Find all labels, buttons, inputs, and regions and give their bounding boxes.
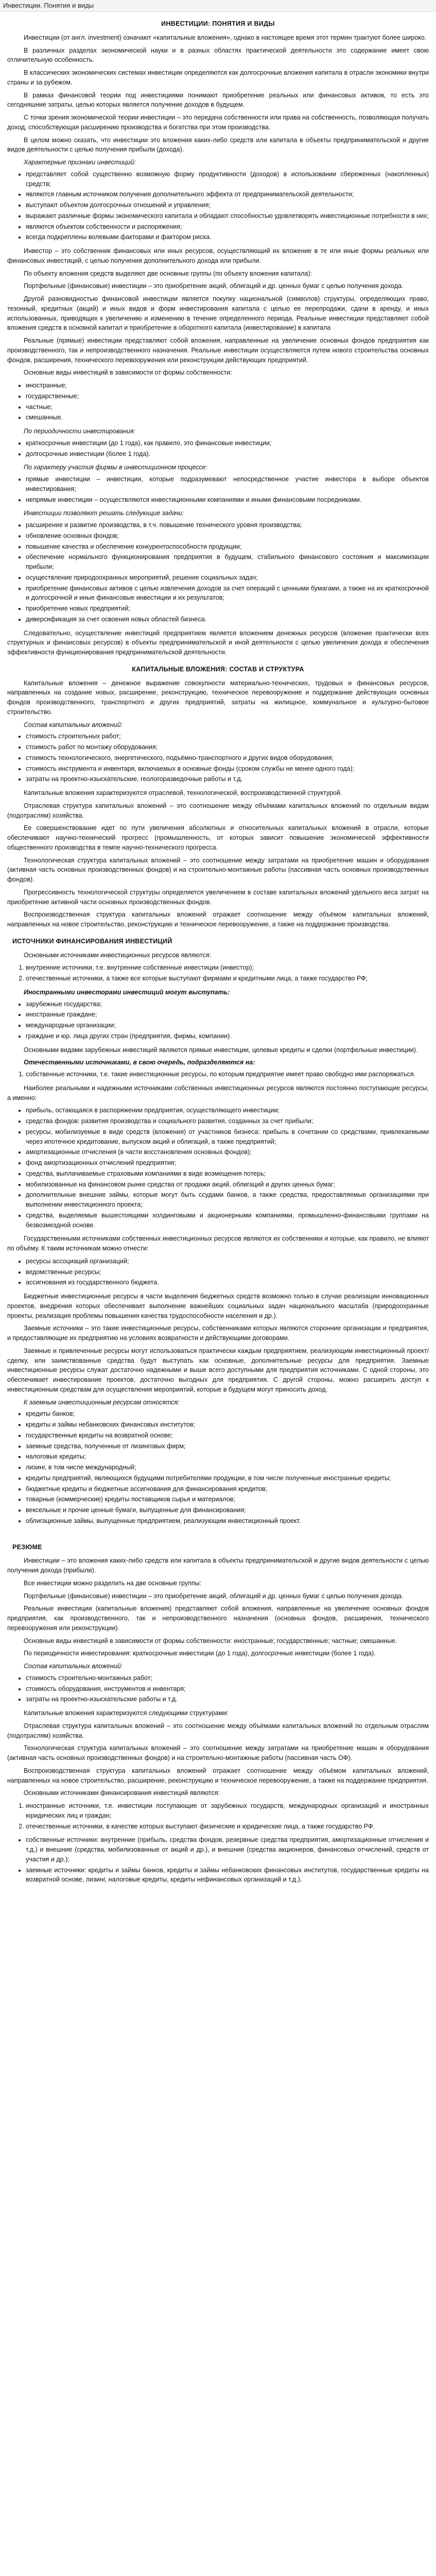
paragraph: Основные виды инвестиций в зависимости от формы собственности: [24,369,232,377]
list-item: 1. собственные источники, т.е. такие инвестиционные ресурсы, по которым предприятие имеет право свободно ими распоряжаться. [26,1070,429,1079]
paragraph: По объекту вложения средств выделяют две основные группы (по объекту вложения капитала): [24,269,312,277]
list-item: • являются объектом собственности и распоряжения; [26,222,429,232]
list-item: • прибыль, остающаяся в распоряжении предприятия, осуществляющего инвестиции; [26,1106,429,1115]
list-item: • граждане и юр. лица других стран (предприятия, фирмы, компании). [26,1031,429,1041]
section-heading-capital: КАПИТАЛЬНЫЕ ВЛОЖЕНИЯ: СОСТАВ И СТРУКТУРА [132,665,304,673]
paragraph: Другой разновидностью финансовой инвестиции является покупку национальной (символов) структуры, определяющих право, тезонный, кредитных (акций) и иных видов и форм инвестирования капитала с целью ее перепродажи, сдачи в аренду, и иных использованных, приводящих к увеличению и изменению в течение определенного периода. Реальные инвестиции представляют собой вложения средств в основной капитал и приобретение в оборотного капитала (инвестирование) в капитала [7,295,429,332]
owners-list [7,381,429,422]
investors-list [7,999,429,1041]
list-item: • мобилизованные на финансовом рынке средства от продажи акций, облигаций и других ценных бумаг; [26,1180,429,1190]
list-label: Характерные признаки инвестиций: [24,159,136,166]
list-item: • стоимость строительно-монтажных работ; [26,1673,429,1683]
paragraph: Основными видами зарубежных инвестиций являются прямые инвестиции, целевые кредиты и сделки (портфельные инвестиции). [24,1046,418,1054]
page-header-title: Инвестиции. Понятия и виды [0,0,436,12]
section-heading-sources: ИСТОЧНИКИ ФИНАНСИРОВАНИЯ ИНВЕСТИЦИЙ [12,937,172,945]
list-item: • кредиты и займы небанковских финансовых институтов; [26,1420,429,1430]
list-item: • осуществление природоохранных мероприятий, решение социальных задач; [26,573,429,583]
list-item: • амортизационные отчисления (в части восстановления основных фондов); [26,1147,429,1157]
list-item: • непрямые инвестиции – осуществляются инвестиционными компаниями и иными финансовыми посредниками. [26,495,429,505]
list-item: • повышение качества и обеспечение конкурентоспособности продукции; [26,542,429,552]
list-label: По характеру участия фирмы в инвестиционном процессе: [24,464,207,471]
list-label: Отечественными источниками, в свою очередь, подразделяются на: [24,1059,255,1066]
list-item: 2. отечественные источники, а также все которые выступают фирмами и кредитными лица, а также государство РФ; [26,974,429,984]
list-item: • вексельные и прочие ценные бумаги, выпущенные для финансирования; [26,1505,429,1515]
list-item: • стоимость технологического, энергетического, подъёмно-транспортного и других видов оборудования; [26,753,429,763]
list-item: • расширение и развитие производства, в т.ч. повышение технического уровня производства; [26,520,429,530]
features-list [7,170,429,242]
summary-sources-sub-list [7,1835,429,1885]
list-item: • обновление основных фондов; [26,531,429,541]
list-item: • ресурсы, мобилизуемые в виде средств (вложения) от участников бизнеса: прибыль в сочетании со средствами, привлекаемыми через ипотечное кредитование, выпуском акций и облигаций, а также предприятий; [26,1127,429,1147]
list-label: Состав капитальных вложений: [24,1663,123,1670]
paragraph: Портфельные (финансовые) инвестиции – это приобретение акций, облигаций и др. ценных бумаг с целью получения дохода. [24,1592,404,1600]
tasks-list [7,520,429,624]
paragraph: Воспроизводственная структура капитальных вложений отражает соотношение между объёмом капитальных вложений, направленных на новое строительство, реконструкцию и техническое перевооружение, а также на поддержание производства. [7,911,429,928]
list-item: • налоговые кредиты; [26,1452,429,1462]
list-item: • стоимость оборудования, инструментов и инвентаря; [26,1684,429,1694]
list-item: • прямые инвестиции – инвестиции, которые подразумевают непосредственное участие инвестора в выборе объектов инвестирования; [26,474,429,494]
list-item: • кредиты предприятий, являющихся будущими потребителями продукции, в том числе полученные иностранные кредиты; [26,1473,429,1483]
paragraph: Воспроизводственная структура капитальных вложений отражает соотношение между объёмом капитальных вложений, направленных на новое строительство, расширение, реконструкцию и техническое перевооружение, а также на поддержание предприятия. [7,1767,429,1784]
list-item: • всегда подкреплены волевыми факторами и фактором риска. [26,232,429,242]
list-item: 1. иностранные источники, т.е. инвестиции поступающие от зарубежных государств, международных организаций и иностранных юридических лиц и граждан; [26,1801,429,1821]
paragraph: Бюджетные инвестиционные ресурсы в части выделения бюджетных средств возможно только в случае реализации инновационных проектов, внедрения которых обеспечивает выполнение важнейших социальных задач национального масштаба (природоохранные проекты, реализация проблемы повышения качества трудоспособности населения и др.). [7,1293,429,1319]
list-item: • затраты на проектно-изыскательские работы и т.д. [26,1694,429,1704]
paragraph: Инвестиции (от англ. investment) означают «капитальные вложения», однако в настоящее время этот термин трактуют более широко. [24,33,427,41]
list-item: • фонд амортизационных отчислений предприятия; [26,1158,429,1168]
list-item: • средства, выделяемые вышестоящими холдинговыми и акционерными компаниями, промышленно-финансовыми группами на безвозмездной основе. [26,1211,429,1230]
char-list [7,474,429,504]
paragraph: Технологическая структура капитальных вложений – это соотношение между затратами на приобретение машин и оборудования (активная часть основных производственных фондов) и на строительно-монтажные работы (пассивная часть основных производственных фондов). [7,856,429,883]
paragraph: Основными источниками инвестиционных ресурсов являются: [24,951,211,959]
paragraph: Основными источниками финансирования инвестиций являются: [24,1789,220,1797]
article-content [0,19,436,1885]
list-item: • обеспечение нормального функционирования предприятия в будущем, стабильного финансового состояния и максимизации прибыли; [26,552,429,572]
list-item: • стоимость инструмента и инвентаря, включаемых в основные фонды (сроком службы не менее одного года); [26,764,429,774]
list-item: • частные; [26,402,429,412]
list-item: • средства, выплачиваемые страховыми компаниями в виде возмещения потерь; [26,1169,429,1179]
list-item: • ресурсы ассоциаций организаций; [26,1257,429,1266]
list-item: • государственные кредиты на возвратной основе; [26,1431,429,1440]
list-item: • приобретение новых предприятий; [26,604,429,614]
list-item: • затраты на проектно-изыскательские, геологоразведочные работы и т.д. [26,774,429,784]
list-item: • ассигнования из государственного бюджета. [26,1278,429,1287]
paragraph: В рамках финансовой теории под инвестициями понимают приобретение реальных или финансовых активов, то есть это сегодняшние затраты, целью которых является получение доходов в будущем. [7,91,429,109]
list-label: Состав капитальных вложений: [24,721,123,728]
composition-list [7,732,429,784]
domestic-items-list [7,1106,429,1230]
list-label: Иностранными инвесторами инвестиций могут выступать: [24,988,230,996]
paragraph: Все инвестиции можно разделить на две основные группы: [24,1579,202,1587]
list-item: • бюджетные кредиты и бюджетные ассигнования для финансирования кредитов; [26,1484,429,1494]
terms-list [7,438,429,459]
paragraph: Прогрессивность технологической структуры определяется увеличением в составе капитальных вложений удельного веса затрат на приобретение активной части основных производственных фондов. [7,888,429,906]
summary-composition-list [7,1673,429,1704]
paragraph: В целом можно сказать, что инвестиции это вложения каких-либо средств или капитала в объекты предпринимательской и другие видов деятельности с целью получения прибыли (дохода). [7,136,429,154]
paragraph: Государственными источниками собственных инвестиционных ресурсов являются их собственники и которые, как правило, не влияют по объёму. К таким источникам можно отнести: [7,1235,429,1252]
list-label: К заемным инвестиционным ресурсам относятся: [24,1398,180,1406]
list-item: • стоимость работ по монтажу оборудования; [26,742,429,752]
list-item: • являются главным источником получения дополнительного эффекта от предпринимательской деятельности; [26,190,429,199]
summary-sources-list [7,1801,429,1831]
paragraph: Капитальные вложения – денежное выражение совокупности материально-технических, трудовых и финансовых ресурсов, направленных на создание новых, расширение, реконструкцию, техническое перевооружение и поддержание действующих основных фондов производственного, транспортного и других предприятий, затраты на жилищное, коммунальное и культурно-бытовое строительство. [7,679,429,716]
paragraph: Реальные (прямые) инвестиции представляют собой вложения, направленные на увеличение основных фондов предприятия как производственного, так и непроизводственного назначения. Реальные инвестиции осуществляются путем нового строительства основных фондов, расширения, технического перевооружения или реконструкции действующих предприятий. [7,337,429,364]
list-item: • иностранные; [26,381,429,391]
list-item: • диверсификация за счет освоения новых областей бизнеса. [26,615,429,624]
paragraph: Отраслевая структура капитальных вложений – это соотношение между объёмами капитальных вложений по отдельным видам (подотраслям) хозяйства. [7,802,429,819]
paragraph: Реальные инвестиции (капитальные вложения) представляют собой вложения, направленные на увеличение основных фондов предприятия, как производственного, так и непроизводственного назначения (основных фондов, расширения, технического перевооружения или реконструкции). [7,1605,429,1632]
list-label: Инвестиции позволяют решать следующие задачи: [24,510,184,517]
paragraph: Портфельные (финансовые) инвестиции – это приобретение акций, облигаций и др. ценных бумаг с целью получения дохода. [24,282,404,290]
list-item: • собственные источники: внутренние (прибыль, средства фондов, резервные средства предприятия, амортизационные отчисления и т.д.) и внешние (средства, мобилизованные от акций и др.), и внешние (средства акционеров, финансовых отчислений, средств от участия и др.); [26,1835,429,1864]
paragraph: Инвестор – это собственник финансовых или иных ресурсов, осуществляющий их вложение в те или иные формы реальных или финансовых инвестиций, с целью получения дополнительного дохода или прибыли. [7,247,429,264]
paragraph: С точки зрения экономической теории инвестиции – это передача собственности или права на собственность, позволяющая получать доход, способствующая расширению производства и богатства при этом производства. [7,114,429,131]
list-item: • международные организации; [26,1021,429,1030]
paragraph: Наиболее реальными и надежными источниками собственных инвестиционных ресурсов являются постоянно поступающие ресурсы, а именно: [7,1084,429,1101]
list-item: • ведомственные ресурсы; [26,1267,429,1277]
section-heading-investments: ИНВЕСТИЦИИ: ПОНЯТИЯ И ВИДЫ [161,20,275,27]
list-item: • краткосрочные инвестиции (до 1 года), как правило, это финансовые инвестиции; [26,438,429,448]
list-item: • зарубежные государства; [26,999,429,1009]
section-heading-summary: РЕЗЮМЕ [12,1543,42,1551]
paragraph: Капитальные вложения характеризуются отраслевой, технологической, воспроизводственной структурой. [24,789,342,796]
list-item: • заемные средства, полученные от лизинговых фирм; [26,1442,429,1451]
paragraph: Ее совершенствование идет по пути увеличения абсолютных и относительных капитальных вложений в отрасли, которые обеспечивают научно-технический прогресс (промышленность, от которых зависит повышение экономической эффективности общественного производства в темпе научно-технического прогресса. [7,824,429,851]
list-item: • смешанные. [26,413,429,422]
list-item: • приобретение финансовых активов с целью извлечения доходов за счет операций с ценными бумагами, а также на их краткосрочной и долгосрочной и иные финансовые инвестиции и их результатов; [26,584,429,603]
paragraph: Инвестиции – это вложения каких-либо средств или капитала в объекты предпринимательской и другие видов деятельности с целью получения дохода (прибыли). [7,1557,429,1574]
list-item: • иностранные граждане; [26,1010,429,1020]
paragraph: По периодичности инвестирования: краткосрочные инвестиции (до 1 года), долгосрочные инвестиции (более 1 года). [24,1650,376,1657]
list-item: • стоимость строительных работ; [26,732,429,741]
state-list [7,1257,429,1287]
paragraph: Капитальные вложения характеризуются следующими структурами: [24,1709,229,1717]
paragraph: Заемные и привлеченные ресурсы могут использоваться практически каждым предприятием, реализующим инвестиционный проект/сделку, или заимствованные средства будут выступать как основные, дополнительные ресурсы для предприятия. Заемные инвестиционные ресурсы служат достаточно надежными и выше всего доступными для предприятия источниками. С одной стороны, это обеспечивает инвестирование проектов, достаточно выгодных для предприятия. С другой стороны, можно расширить доступ к инвестиционным средствам для осуществления мероприятий, которые в будущем могут приносить доход. [7,1347,429,1393]
list-item: 1. внутренние источники, т.е. внутренние собственные инвестиции (инвестор); [26,963,429,973]
list-item: • представляет собой существенно возможную форму продуктивности (доходов) в использовании сбереженных (накопленных) средств; [26,170,429,189]
credit-list [7,1409,429,1526]
list-item: • выражают различные формы экономического капитала и обладают способностью удовлетворять инвестиционные потребности в них; [26,211,429,221]
list-item: • выступают объектом долгосрочных отношений и управления; [26,200,429,210]
paragraph: Заемные источники – это такие инвестиционные ресурсы, собственниками которых являются сторонние организации и предприятия, и предоставляющие их предприятию на условиях возвратности и действующими договорами. [7,1325,429,1342]
list-label: По периодичности инвестирования: [24,428,136,435]
paragraph: Основные виды инвестиций в зависимости от формы собственности: иностранные; государственные; частные; смешанные. [24,1637,397,1645]
paragraph: Следовательно, осуществление инвестиций предприятием является вложением денежных ресурсов (вложение практически всех структурных и финансовых ресурсов) в объекты предпринимательской и иной деятельности с целью увеличения дохода и обеспечения эффективности функционирования предпринимательской деятельности. [7,629,429,656]
list-item: • государственные; [26,392,429,401]
list-item: • товарные (коммерческие) кредиты поставщиков сырья и материалов; [26,1495,429,1504]
paragraph: Отраслевая структура капитальных вложений – это соотношение между объёмами капитальных вложений по отдельным отраслям (подотраслям) хозяйства. [7,1722,429,1739]
paragraph: В классических экономических системах инвестиции определяются как долгосрочные вложения капитала в отрасли экономики внутри страны и за рубежом. [7,69,429,86]
domestic-list [7,1070,429,1079]
list-item: • долгосрочные инвестиции (более 1 года). [26,449,429,459]
list-item: • лизинг, в том числе международный; [26,1463,429,1472]
list-item: • кредиты банков; [26,1409,429,1419]
list-item: 2. отечественные источники, в качестве которых выступают физические и юридические лица, а также государство РФ. [26,1822,429,1832]
paragraph: Технологическая структура капитальных вложений – это соотношение между затратами на приобретение машин и оборудования (активная часть основных производственных фондов) и на строительно-монтажные работы (пассивная часть ОФ). [7,1744,429,1761]
list-item: • облигационные займы, выпущенные предприятием, реализующим инвестиционный проект. [26,1516,429,1526]
paragraph: В различных разделах экономической науки и в разных областях практической деятельности это содержание имеет свою отличительную особенность. [7,46,429,64]
list-item: • средства фондов: развития производства и социального развития, созданных за счет прибыли; [26,1116,429,1126]
list-item: • дополнительные внешние займы, которые могут быть ссудами банков, а также средства, предоставляемые организациями при выполнении инвестиционного проекта; [26,1190,429,1210]
sources-list [7,963,429,984]
list-item: • заемные источники: кредиты и займы банков, кредиты и займы небанковских финансовых институтов, государственные кредиты на возвратной основе, лизинг, налоговые кредиты, кредиты нефинансовых организаций и т.д.). [26,1866,429,1885]
